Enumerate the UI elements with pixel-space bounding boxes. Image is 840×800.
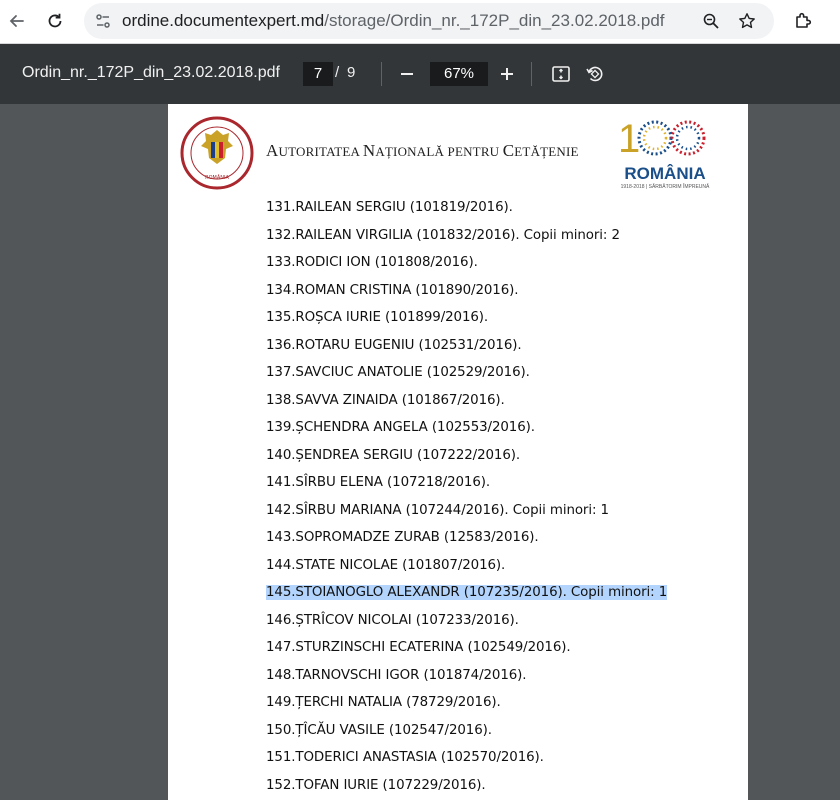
list-item xyxy=(266,530,736,558)
omnibox[interactable] xyxy=(84,3,774,39)
list-item xyxy=(266,365,736,393)
pdf-toolbar xyxy=(0,44,840,104)
list-item xyxy=(266,585,736,613)
romania-subtitle: 1918-2018 | SĂRBĂTORIM ÎMPREUNĂ xyxy=(620,184,710,190)
romania-word: ROMÂNIA xyxy=(624,164,706,183)
entry-text: 146.ȘTRÎCOV NICOLAI (107233/2016). xyxy=(266,612,519,628)
browser-address-bar xyxy=(0,0,840,44)
page-number-input[interactable]: 7 xyxy=(303,62,333,86)
site-info-icon[interactable] xyxy=(88,6,118,36)
rotate-icon xyxy=(585,64,605,84)
anc-seal-text: ROMÂNIA xyxy=(205,175,229,181)
entry-text: 149.ȚERCHI NATALIA (78729/2016). xyxy=(266,695,501,710)
entry-text: 139.ȘCHENDRA ANGELA (102553/2016). xyxy=(266,420,535,435)
selected-entry-text: 145.STOIANOGLO ALEXANDR (107235/2016). Copii minori: 1 xyxy=(266,585,668,600)
entry-text: 133.RODICI ION (101808/2016). xyxy=(266,255,478,270)
entry-text: 131.RAILEAN SERGIU (101819/2016). xyxy=(266,200,513,215)
entry-text: 141.SÎRBU ELENA (107218/2016). xyxy=(266,475,491,490)
reload-icon[interactable] xyxy=(40,6,70,36)
pdf-page xyxy=(168,104,748,800)
url-text[interactable] xyxy=(122,11,665,31)
list-item xyxy=(266,723,736,751)
zoom-in-button[interactable] xyxy=(492,59,522,89)
centenary-digit: 1 xyxy=(618,117,641,161)
zoom-level-input[interactable]: 67% xyxy=(430,62,488,86)
anc-seal-logo xyxy=(180,116,254,190)
toolbar-divider xyxy=(531,62,532,86)
entries-list xyxy=(266,200,736,800)
back-arrow-icon[interactable] xyxy=(2,6,32,36)
entry-text: 136.ROTARU EUGENIU (102531/2016). xyxy=(266,337,522,353)
romania-centenary-logo xyxy=(615,112,715,192)
entry-text: 138.SAVVA ZINAIDA (101867/2016). xyxy=(266,392,505,408)
page-separator: / xyxy=(335,64,340,81)
plus-icon xyxy=(499,66,515,82)
fit-page-button[interactable] xyxy=(546,59,576,89)
list-item xyxy=(266,448,736,476)
entry-text: 132.RAILEAN VIRGILIA (101832/2016). Copii minori: 2 xyxy=(266,227,620,243)
list-item xyxy=(266,338,736,366)
entry-text: 140.ȘENDREA SERGIU (107222/2016). xyxy=(266,447,521,463)
list-item xyxy=(266,558,736,586)
list-item xyxy=(266,750,736,778)
list-item xyxy=(266,640,736,668)
zoom-out-button[interactable] xyxy=(392,59,422,89)
entry-text: 134.ROMAN CRISTINA (101890/2016). xyxy=(266,282,519,298)
entry-text: 137.SAVCIUC ANATOLIE (102529/2016). xyxy=(266,365,530,380)
fit-page-icon xyxy=(551,64,571,84)
entry-text: 152.TOFAN IURIE (107229/2016). xyxy=(266,777,486,793)
entry-text: 144.STATE NICOLAE (101807/2016). xyxy=(266,557,506,573)
rotate-button[interactable] xyxy=(580,59,610,89)
list-item xyxy=(266,310,736,338)
list-item xyxy=(266,778,736,800)
list-item xyxy=(266,613,736,641)
list-item xyxy=(266,695,736,723)
toolbar-divider xyxy=(381,62,382,86)
list-item xyxy=(266,668,736,696)
list-item xyxy=(266,475,736,503)
entry-text: 143.SOPROMADZE ZURAB (12583/2016). xyxy=(266,530,539,545)
list-item xyxy=(266,228,736,256)
entry-text: 147.STURZINSCHI ECATERINA (102549/2016). xyxy=(266,640,571,655)
list-item xyxy=(266,503,736,531)
extensions-icon[interactable] xyxy=(788,6,818,36)
list-item xyxy=(266,200,736,228)
pdf-viewport[interactable] xyxy=(0,104,840,800)
page-total: 9 xyxy=(347,64,356,81)
zoom-icon[interactable] xyxy=(696,6,726,36)
list-item xyxy=(266,283,736,311)
url-host: ordine.documentexpert.md xyxy=(122,11,325,30)
list-item xyxy=(266,393,736,421)
entry-text: 142.SÎRBU MARIANA (107244/2016). Copii minori: 1 xyxy=(266,502,609,518)
entry-text: 148.TARNOVSCHI IGOR (101874/2016). xyxy=(266,667,527,683)
pdf-filename: Ordin_nr._172P_din_23.02.2018.pdf xyxy=(22,64,280,81)
star-icon[interactable] xyxy=(732,6,762,36)
entry-text: 150.ȚÎCĂU VASILE (102547/2016). xyxy=(266,722,492,738)
list-item xyxy=(266,255,736,283)
minus-icon xyxy=(399,66,415,82)
list-item xyxy=(266,420,736,448)
authority-name: AUTORITATEA NAȚIONALĂ PENTRU CETĂȚENIE xyxy=(266,141,579,160)
entry-text: 151.TODERICI ANASTASIA (102570/2016). xyxy=(266,750,544,765)
url-path: /storage/Ordin_nr._172P_din_23.02.2018.pdf xyxy=(324,11,665,30)
entry-text: 135.ROȘCA IURIE (101899/2016). xyxy=(266,310,489,325)
